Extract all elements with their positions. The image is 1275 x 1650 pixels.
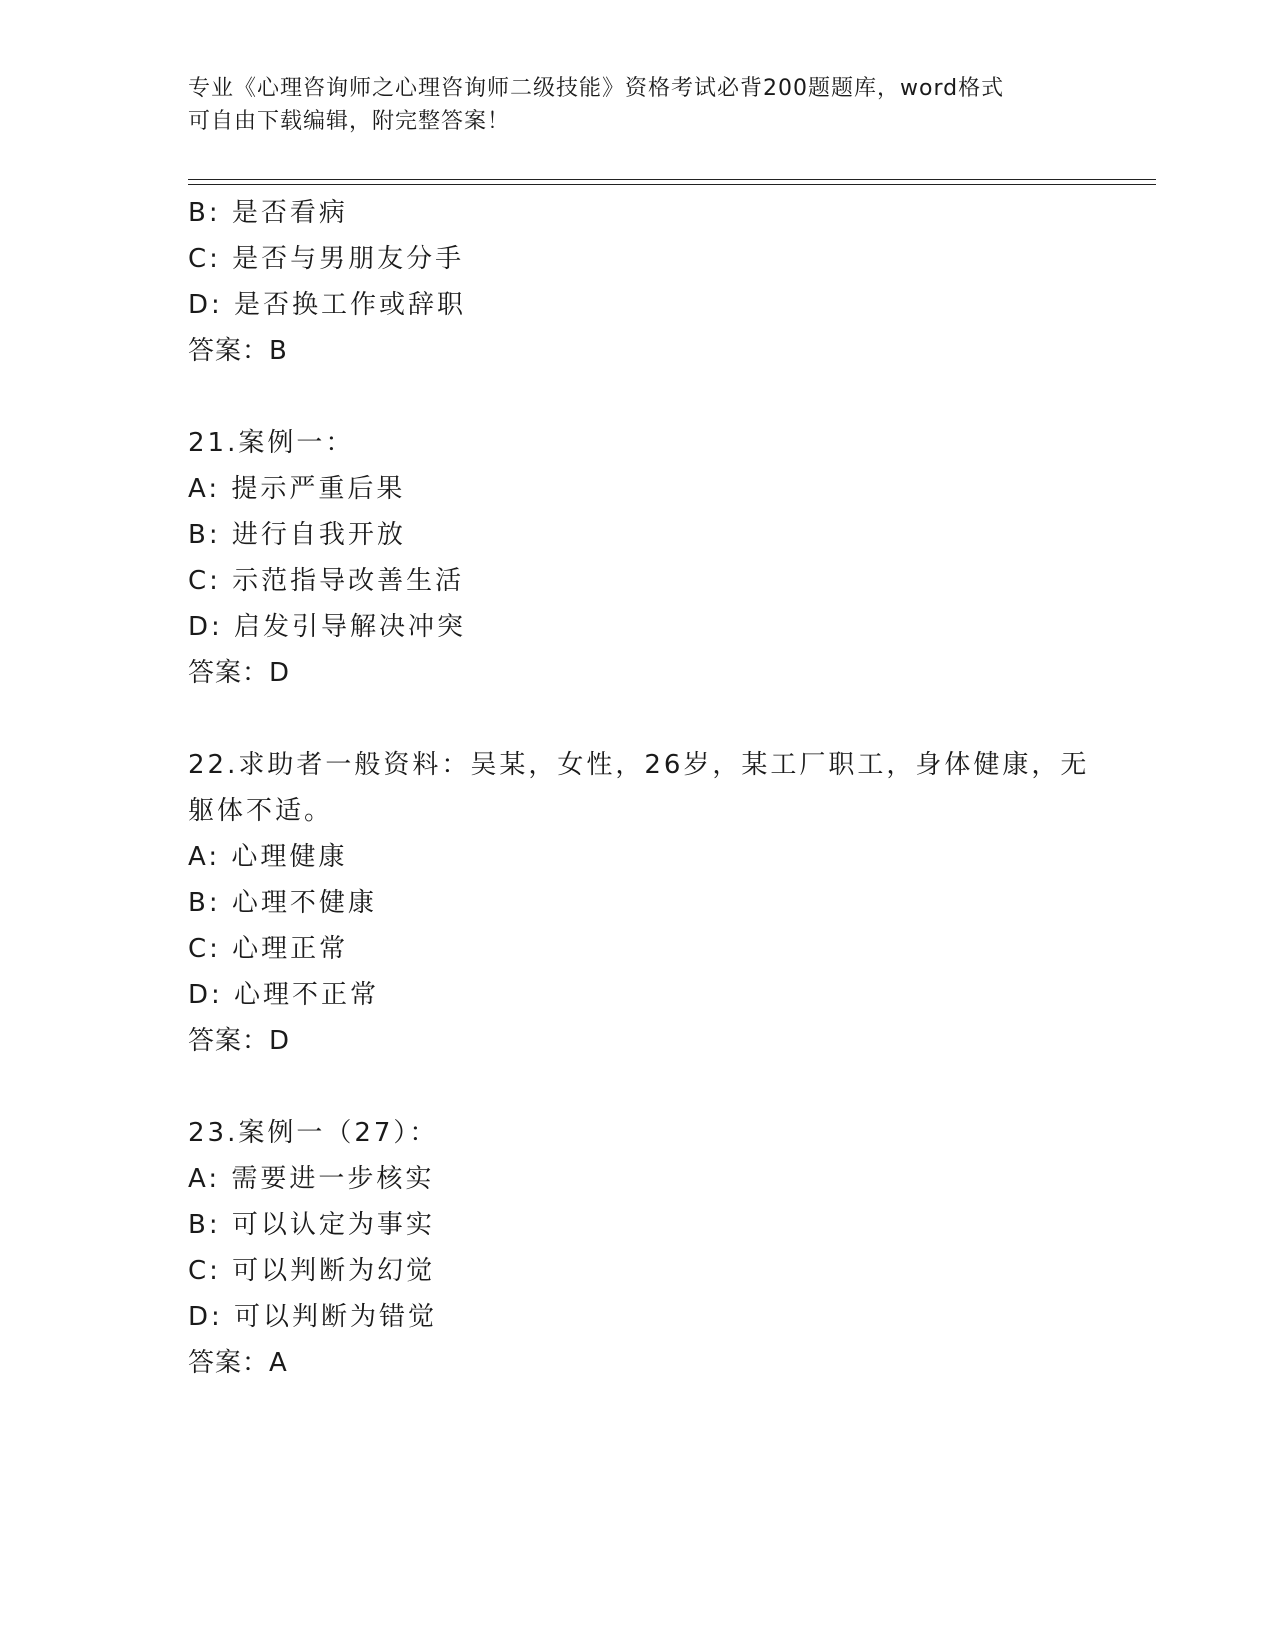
answer-line: 答案：D	[188, 658, 291, 688]
question-block-23	[188, 1110, 1088, 1386]
option-c: C: 心理正常	[188, 934, 349, 964]
answer-line: 答案：B	[188, 336, 288, 366]
spacer	[188, 696, 1088, 742]
option-a: A: 提示严重后果	[188, 474, 406, 504]
question-text-line-2: 躯体不适。	[188, 796, 334, 826]
option-d: D: 心理不正常	[188, 980, 380, 1010]
question-list	[188, 190, 1088, 1386]
option-b: B: 进行自我开放	[188, 520, 406, 550]
spacer	[188, 374, 1088, 420]
question-block-20-tail	[188, 190, 1088, 374]
question-text: 21.案例一：	[188, 428, 355, 458]
answer-line: 答案：A	[188, 1348, 288, 1378]
option-b: B: 是否看病	[188, 198, 348, 228]
option-a: A: 需要进一步核实	[188, 1164, 435, 1194]
header-divider-top	[188, 179, 1156, 180]
option-d: D: 是否换工作或辞职	[188, 290, 467, 320]
question-block-21	[188, 420, 1088, 696]
answer-line: 答案：D	[188, 1026, 291, 1056]
header-divider-bottom	[188, 184, 1156, 185]
question-block-22	[188, 742, 1088, 1064]
option-b: B: 可以认定为事实	[188, 1210, 435, 1240]
option-d: D: 可以判断为错觉	[188, 1302, 438, 1332]
option-c: C: 可以判断为幻觉	[188, 1256, 436, 1286]
option-c: C: 示范指导改善生活	[188, 566, 465, 596]
option-d: D: 启发引导解决冲突	[188, 612, 467, 642]
option-c: C: 是否与男朋友分手	[188, 244, 465, 274]
header-title-line-1: 专业《心理咨询师之心理咨询师二级技能》资格考试必背200题题库，word格式	[188, 76, 1005, 101]
option-b: B: 心理不健康	[188, 888, 377, 918]
spacer	[188, 1064, 1088, 1110]
header-title-line-2: 可自由下载编辑，附完整答案！	[188, 109, 511, 134]
question-text-line-1: 22.求助者一般资料：吴某，女性，26岁，某工厂职工，身体健康，无	[188, 750, 1090, 780]
document-header	[188, 72, 1068, 138]
option-a: A: 心理健康	[188, 842, 348, 872]
question-text: 23.案例一（27）：	[188, 1118, 439, 1148]
